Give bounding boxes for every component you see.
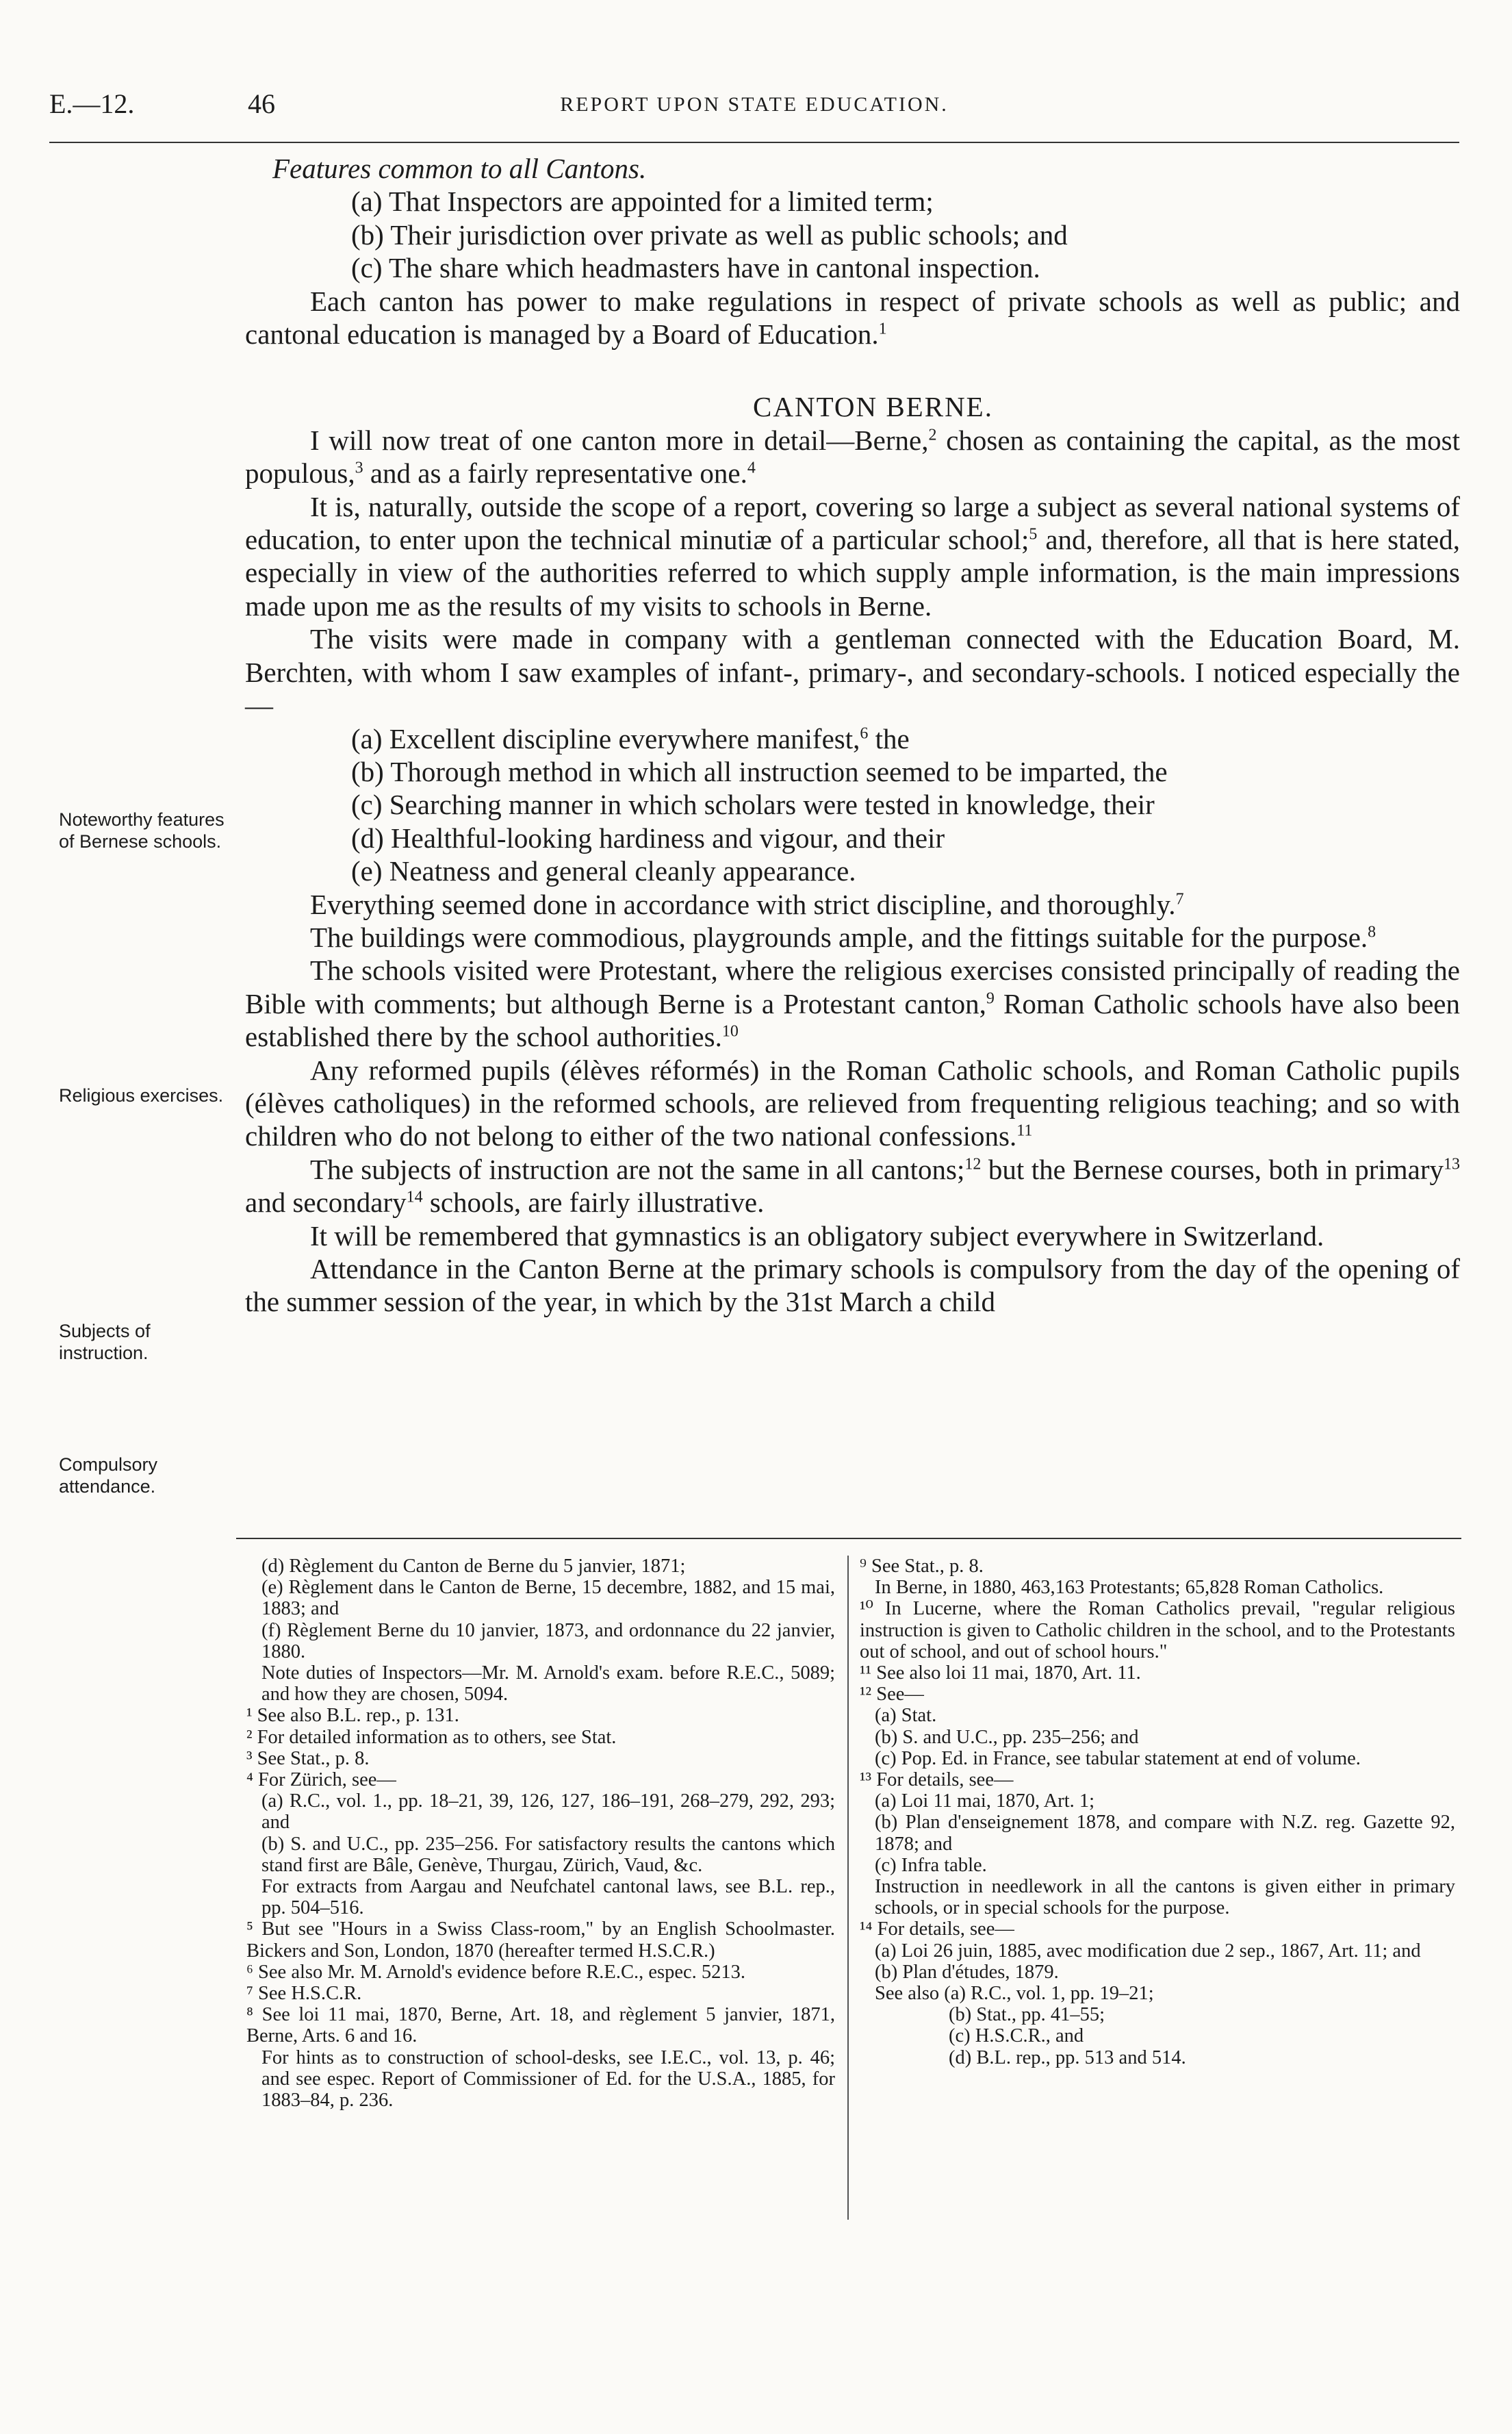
paragraph-10: Attendance in the Canton Berne at the primary schools is compulsory from the day of the opening of the summer session of the year, in which by the 31st March a child	[245, 1253, 1460, 1318]
running-title: REPORT UPON STATE EDUCATION.	[560, 93, 949, 116]
footnote-2: ² For detailed information as to others, see Stat.	[246, 1726, 617, 1748]
features-title: Features common to all Cantons.	[272, 153, 647, 184]
footnote-4a: (a) R.C., vol. 1., pp. 18–21, 39, 126, 127, 186–191, 268–279, 292, 293; and	[261, 1790, 835, 1834]
footnote-13: ¹³ For details, see—	[860, 1769, 1014, 1791]
footnote-4b: (b) S. and U.C., pp. 235–256. For satisfactory results the cantons which stand first are Bâle, Genève, Thurgau, Zürich, Vaud, &c.	[261, 1833, 835, 1876]
document-code: E.—12.	[49, 88, 135, 119]
paragraph-9: It will be remembered that gymnastics is an obligatory subject everywhere in Switzerland.	[310, 1219, 1324, 1252]
main-text	[245, 152, 1460, 1319]
paragraph-5: The buildings were commodious, playgrounds ample, and the fittings suitable for the purpose.$^8$	[310, 921, 1376, 953]
sidenote-noteworthy: Noteworthy features of Bernese schools.	[59, 809, 225, 852]
sidenote-religious: Religious exercises.	[59, 1085, 224, 1106]
feature-item-a: (a) That Inspectors are appointed for a limited term;	[351, 186, 934, 218]
footnote-1: ¹ See also B.L. rep., p. 131.	[246, 1705, 459, 1727]
footnote-5: ⁵ But see "Hours in a Swiss Class-room," by an English Schoolmaster. Bickers and Son, London, 1870 (hereafter termed H.S.C.R.)	[246, 1918, 835, 1962]
footnote-11: ¹¹ See also loi 11 mai, 1870, Art. 11.	[860, 1662, 1141, 1684]
footnote-note: Note duties of Inspectors—Mr. M. Arnold's exam. before R.E.C., 5089; and how they are chosen, 5094.	[261, 1662, 835, 1706]
footnote-14a: (a) Loi 26 juin, 1885, avec modification due 2 sep., 1867, Art. 11; and	[875, 1940, 1421, 1962]
footnote-7: ⁷ See H.S.C.R.	[246, 1983, 362, 2005]
paragraph-6: The schools visited were Protestant, where the religious exercises consisted principally of reading the Bible with comments; but although Berne is a Protestant canton,$^9$ Roman Catholic schools have also been established there by the school authorities.$^{10}$	[245, 954, 1460, 1053]
footnote-12a: (a) Stat.	[875, 1705, 937, 1727]
footnote-column-divider	[847, 1556, 849, 2220]
noticed-item-c: (c) Searching manner in which scholars were tested in knowledge, their	[351, 789, 1155, 821]
page-number: 46	[248, 88, 275, 119]
footnote-14e: (c) H.S.C.R., and	[949, 2025, 1084, 2047]
paragraph-8: The subjects of instruction are not the same in all cantons;$^{12}$ but the Bernese courses, both in primary$^{13}$ and secondary$^{14}$ schools, are fairly illustrative.	[245, 1153, 1460, 1219]
footnote-9: ⁹ See Stat., p. 8.	[860, 1556, 984, 1577]
footnote-12c: (c) Pop. Ed. in France, see tabular statement at end of volume.	[875, 1747, 1361, 1769]
footnotes-right	[860, 1556, 1455, 2068]
footnote-13c: (c) Infra table.	[875, 1854, 987, 1876]
paragraph-3: The visits were made in company with a gentleman connected with the Education Board, M. Berchten, with whom I saw examples of infant-, primary-, and secondary-schools. I noticed especially the—	[245, 623, 1460, 722]
footnote-9b: In Berne, in 1880, 463,163 Protestants; 65,828 Roman Catholics.	[875, 1577, 1384, 1599]
sidenote-compulsory: Compulsory attendance.	[59, 1454, 158, 1497]
paragraph-2: It is, naturally, outside the scope of a report, covering so large a subject as several national systems of education, to enter upon the technical minutiæ of a particular school;$^5$ and, therefore, all that is here stated, especially in view of the authorities referred to which supply ample information, is the main impressions made upon me as the results of my visits to schools in Berne.	[245, 490, 1460, 622]
footnote-3: ³ See Stat., p. 8.	[246, 1747, 370, 1769]
footnote-ref: 1	[878, 320, 887, 338]
footnote-13b: (b) Plan d'enseignement 1878, and compare with N.Z. reg. Gazette 92, 1878; and	[875, 1812, 1455, 1855]
feature-item-c: (c) The share which headmasters have in cantonal inspection.	[351, 252, 1040, 284]
footnote-14d: (b) Stat., pp. 41–55;	[949, 2004, 1105, 2026]
page-header	[49, 88, 1459, 129]
feature-item-b: (b) Their jurisdiction over private as well as public schools; and	[351, 218, 1068, 251]
noticed-item-b: (b) Thorough method in which all instruction seemed to be imparted, the	[351, 755, 1168, 787]
footnote-13d: Instruction in needlework in all the cantons is given either in primary schools, or in special schools for the purpose.	[875, 1876, 1455, 1919]
footnote-e: (e) Règlement dans le Canton de Berne, 15 decembre, 1882, and 15 mai, 1883; and	[261, 1577, 835, 1620]
footnote-rule	[236, 1538, 1461, 1539]
footnote-4c: For extracts from Aargau and Neufchatel cantonal laws, see B.L. rep., pp. 504–516.	[261, 1876, 835, 1919]
footnote-8b: For hints as to construction of school-desks, see I.E.C., vol. 13, p. 46; and see espec. Report of Commissioner of Ed. for the U.S.A., 1885, for 1883–84, p. 236.	[261, 2046, 835, 2112]
footnote-8: ⁸ See loi 11 mai, 1870, Berne, Art. 18, and règlement 5 janvier, 1871, Berne, Arts. 6 and 16.	[246, 2004, 835, 2047]
footnote-14f: (d) B.L. rep., pp. 513 and 514.	[949, 2046, 1186, 2068]
footnote-14: ¹⁴ For details, see—	[860, 1918, 1014, 1940]
footnote-10: ¹⁰ In Lucerne, where the Roman Catholics prevail, "regular religious instruction is given to Catholic children in the school, and to the Protestants out of school, and out of school hours."	[860, 1598, 1455, 1662]
header-rule	[49, 142, 1459, 143]
paragraph-4: Everything seemed done in accordance with strict discipline, and thoroughly.$^7$	[310, 888, 1184, 920]
footnote-14b: (b) Plan d'études, 1879.	[875, 1961, 1059, 1983]
footnote-4: ⁴ For Zürich, see—	[246, 1769, 396, 1791]
footnote-12: ¹² See—	[860, 1684, 924, 1706]
footnotes-left	[246, 1556, 835, 2111]
intro-paragraph: Each canton has power to make regulations in respect of private schools as well as public; and cantonal education is managed by a Board of Education.$^1$	[245, 285, 1460, 351]
footnote-6: ⁶ See also Mr. M. Arnold's evidence before R.E.C., espec. 5213.	[246, 1961, 746, 1983]
footnote-14c: See also (a) R.C., vol. 1, pp. 19–21;	[875, 1983, 1154, 2005]
paragraph-1: I will now treat of one canton more in detail—Berne,$^2$ chosen as containing the capital, as the most populous,$^3$ and as a fairly representative one.$^4$	[245, 424, 1460, 490]
paragraph-7: Any reformed pupils (élèves réformés) in the Roman Catholic schools, and Roman Catholic pupils (élèves catholiques) in the reformed schools, are relieved from frequenting religious teaching; and so with children who do not belong to either of the two national confessions.$^{11}$	[245, 1054, 1460, 1152]
noticed-item-a: (a) Excellent discipline everywhere manifest,$^6$ the	[351, 722, 910, 755]
noticed-item-d: (d) Healthful-looking hardiness and vigour, and their	[351, 822, 945, 854]
footnote-d: (d) Règlement du Canton de Berne du 5 janvier, 1871;	[261, 1556, 686, 1577]
footnote-f: (f) Règlement Berne du 10 janvier, 1873, and ordonnance du 22 janvier, 1880.	[261, 1619, 835, 1662]
footnote-12b: (b) S. and U.C., pp. 235–256; and	[875, 1726, 1139, 1748]
section-title: CANTON BERNE.	[753, 391, 993, 423]
noticed-item-e: (e) Neatness and general cleanly appearance.	[351, 855, 856, 887]
footnote-13a: (a) Loi 11 mai, 1870, Art. 1;	[875, 1790, 1095, 1812]
sidenote-subjects: Subjects of instruction.	[59, 1321, 151, 1363]
